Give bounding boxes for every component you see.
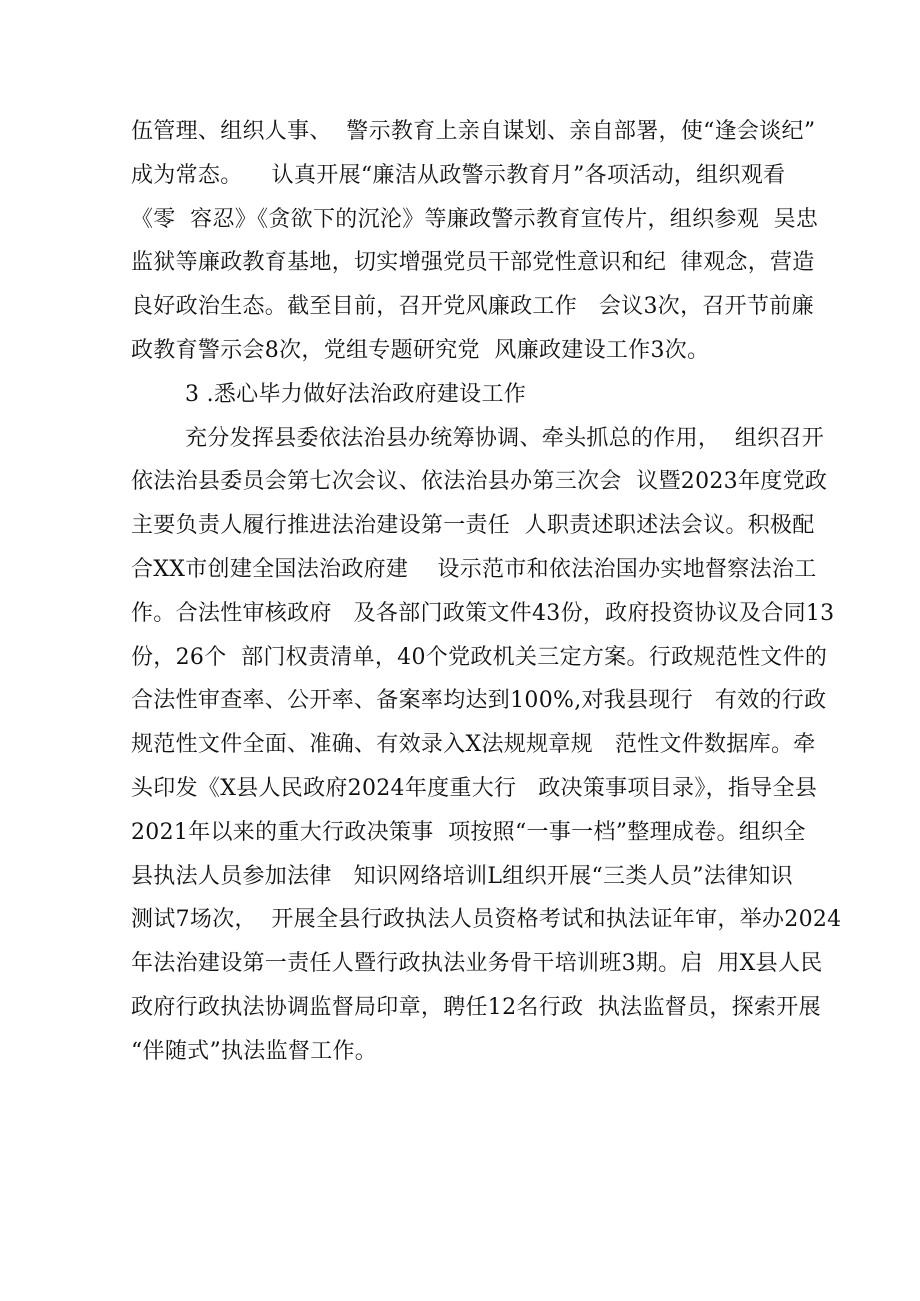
paragraph1-line: 良好政治生态。截至目前，召开党风廉政工作 会议3次，召开节前廉 [131,294,814,320]
paragraph2-line: 合法性审查率、公开率、备案率均达到100%,对我县现行 有效的行政 [131,688,827,714]
paragraph2-line: 依法治县委员会第七次会议、依法治县办第三次会 议暨2023年度党政 [131,469,828,495]
paragraph2-line: 充分发挥县委依法治县办统筹协调、牵头抓总的作用， 组织召开 [185,425,824,451]
paragraph2-line: “伴随式”执法监督工作。 [131,1038,378,1064]
paragraph2-line: 头印发《X县人民政府2024年度重大行 政决策事项目录》，指导全县 [131,775,818,801]
paragraph2-line: 作。合法性审核政府 及各部门政策文件43份，政府投资协议及合同13 [131,600,835,626]
paragraph2-line: 主要负责人履行推进法治建设第一责任 人职责述职述法会议。积极配 [131,513,815,539]
paragraph2-line: 政府行政执法协调监督局印章，聘任12名行政 执法监督员，探索开展 [131,994,821,1020]
paragraph1-line: 伍管理、组织人事、 警示教育上亲自谋划、亲自部署，使“逢会谈纪” [131,119,816,144]
document-body [131,110,842,1074]
paragraph2-line: 规范性文件全面、准确、有效录入X法规规章规 范性文件数据库。牵 [131,732,816,758]
paragraph1-line: 监狱等廉政教育基地，切实增强党员干部党性意识和纪 律观念，营造 [131,250,815,276]
paragraph2-line: 合XX市创建全国法治政府建 设示范市和依法治国办实地督察法治工 [131,556,817,582]
paragraph1-line: 成为常态。 认真开展“廉洁从政警示教育月”各项活动，组织观看 [131,162,786,188]
paragraph2-line: 年法治建设第一责任人暨行政执法业务骨干培训班3期。启 用X县人民 [131,951,823,977]
section-heading: 3 .悉心毕力做好法治政府建设工作 [185,381,527,407]
paragraph2-line: 县执法人员参加法律 知识网络培训L组织开展“三类人员”法律知识 [131,863,793,889]
paragraph1-line: 政教育警示会8次，党组专题研究党 风廉政建设工作3次。 [131,337,710,363]
paragraph1-line: 《零 容忍》《贪欲下的沉沦》等廉政警示教育宣传片，组织参观 吴忠 [131,206,819,232]
paragraph2-line: 份，26个 部门权责清单，40个党政机关三定方案。行政规范性文件的 [131,644,828,670]
paragraph2-line: 2021年以来的重大行政决策事 项按照“一事一档”整理成卷。组织全 [131,819,806,845]
paragraph2-line: 测试7场次， 开展全县行政执法人员资格考试和执法证年审，举办2024 [131,907,842,933]
